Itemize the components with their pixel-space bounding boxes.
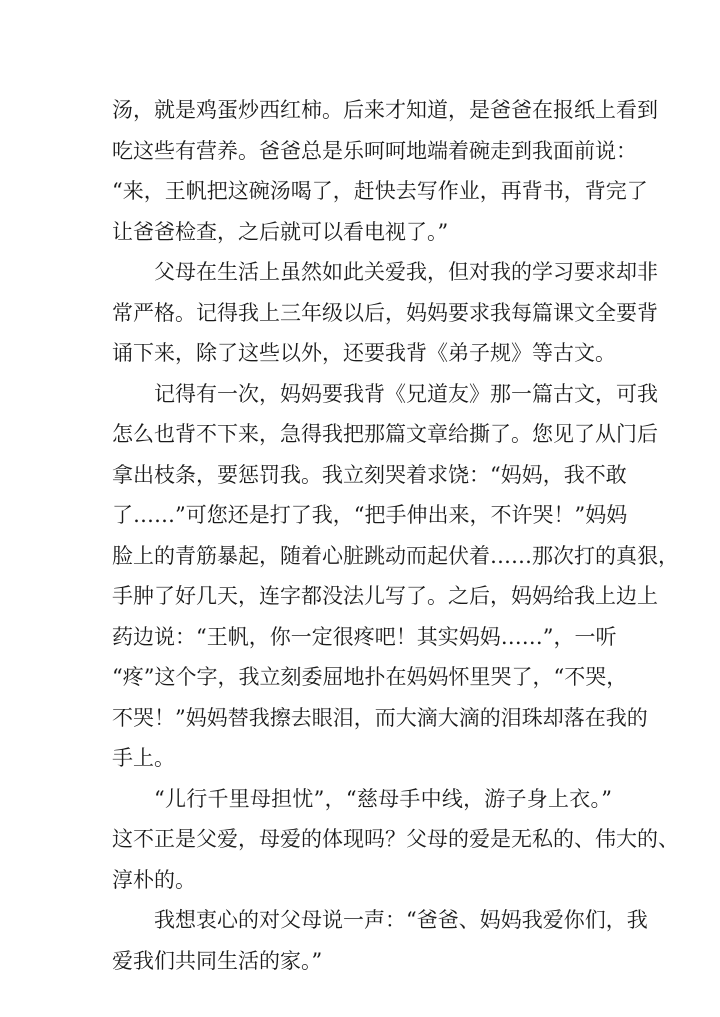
text-line: “疼”这个字，我立刻委屈地扑在妈妈怀里哭了，“不哭， [112,665,628,689]
text-line: 不哭！”妈妈替我擦去眼泪，而大滴大滴的泪珠却落在我的 [112,705,648,730]
text-line: 拿出枝条，要惩罚我。我立刻哭着求饶：“妈妈，我不敢 [112,462,627,487]
text-line: 脸上的青筋暴起，随着心脏跳动而起伏着……那次打的真狠， [112,543,679,568]
text-line: 常严格。记得我上三年级以后，妈妈要求我每篇课文全要背 [112,300,658,325]
document-page [112,90,679,981]
text-line: “儿行千里母担忧”，“慈母手中线，游子身上衣。” [154,786,612,811]
text-line: 药边说：“王帆，你一定很疼吧！其实妈妈……”，一听 [112,624,617,649]
text-line: 爱我们共同生活的家。” [112,948,323,973]
text-line: 父母在生活上虽然如此关爱我，但对我的学习要求却非 [154,260,658,284]
text-line: 诵下来，除了这些以外，还要我背《弟子规》等古文。 [112,341,616,365]
text-line: 这不正是父爱，母爱的体现吗？父母的爱是无私的、伟大的、 [112,827,679,851]
text-line: 手肿了好几天，连字都没法儿写了。之后，妈妈给我上边上 [112,584,658,608]
text-line: 怎么也背不下来，急得我把那篇文章给撕了。您见了从门后 [112,422,658,446]
text-line: 手上。 [112,746,175,770]
text-line: 了……”可您还是打了我，“把手伸出来，不许哭！”妈妈 [112,503,628,527]
text-line: 我想衷心的对父母说一声：“爸爸、妈妈我爱你们，我 [154,908,648,932]
text-line: 淳朴的。 [112,867,196,892]
text-line: “来，王帆把这碗汤喝了，赶快去写作业，再背书，背完了 [112,179,648,203]
text-line: 记得有一次，妈妈要我背《兄道友》那一篇古文，可我 [154,381,658,406]
text-line: 让爸爸检查，之后就可以看电视了。” [112,219,449,244]
text-line: 吃这些有营养。爸爸总是乐呵呵地端着碗走到我面前说： [112,138,637,163]
text-line: 汤，就是鸡蛋炒西红柿。后来才知道，是爸爸在报纸上看到 [112,98,658,122]
